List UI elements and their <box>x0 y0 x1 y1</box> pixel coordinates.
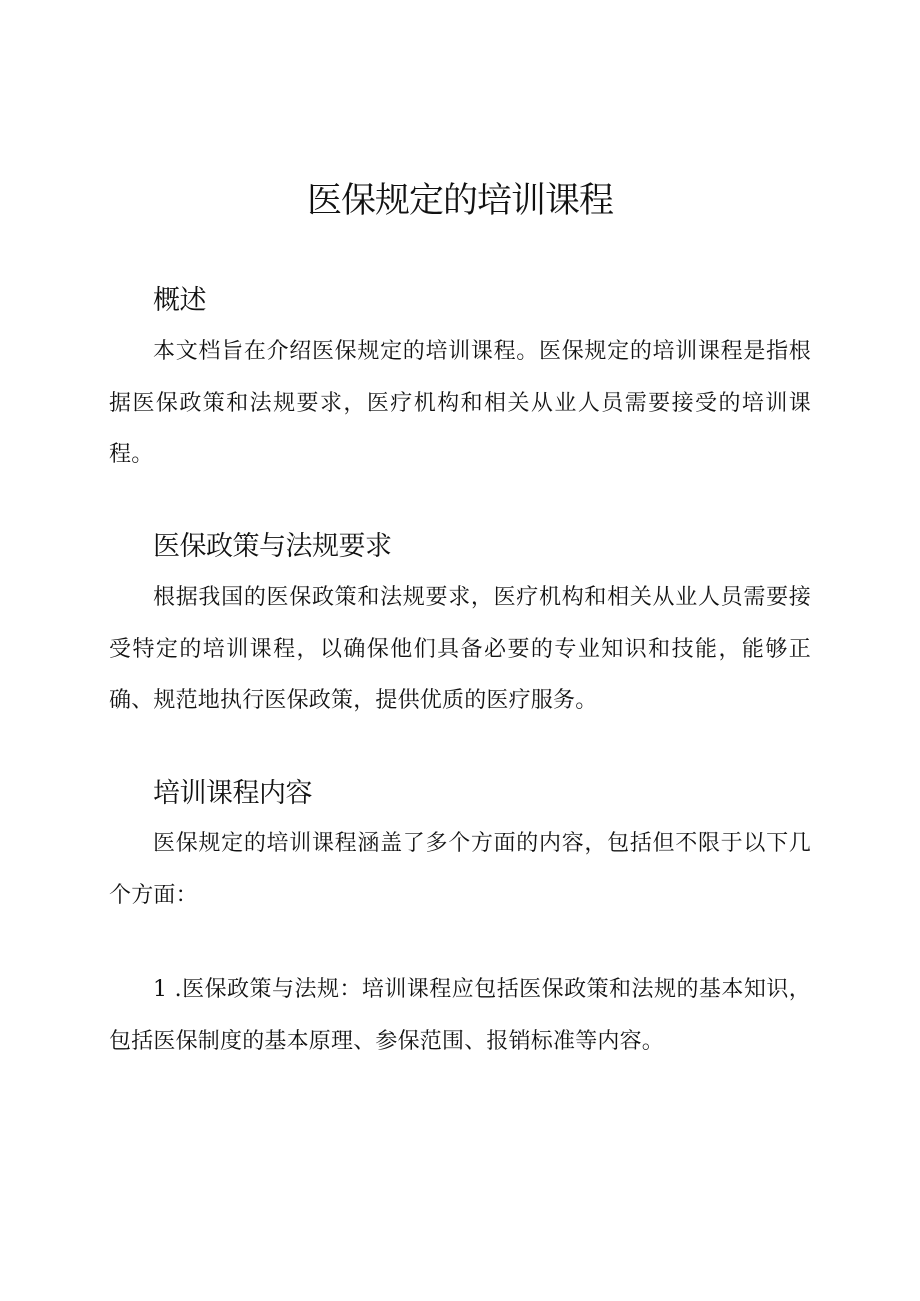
section-heading-course-content: 培训课程内容 <box>153 778 312 809</box>
section-paragraph-policy: 根据我国的医保政策和法规要求，医疗机构和相关从业人员需要接受特定的培训课程，以确保他们具备必要的专业知识和技能，能够正确、规范地执行医保政策，提供优质的医疗服务。 <box>109 585 811 713</box>
section-paragraph-course-content: 医保规定的培训课程涵盖了多个方面的内容，包括但不限于以下几个方面： <box>109 831 811 908</box>
section-heading-policy: 医保政策与法规要求 <box>153 531 392 562</box>
section-heading-overview: 概述 <box>153 285 206 316</box>
document-title: 医保规定的培训课程 <box>306 181 613 221</box>
list-item: 1 .医保政策与法规：培训课程应包括医保政策和法规的基本知识，包括医保制度的基本原理、参保范围、报销标准等内容。 <box>109 977 811 1054</box>
section-paragraph-overview: 本文档旨在介绍医保规定的培训课程。医保规定的培训课程是指根据医保政策和法规要求，医疗机构和相关从业人员需要接受的培训课程。 <box>109 339 811 467</box>
